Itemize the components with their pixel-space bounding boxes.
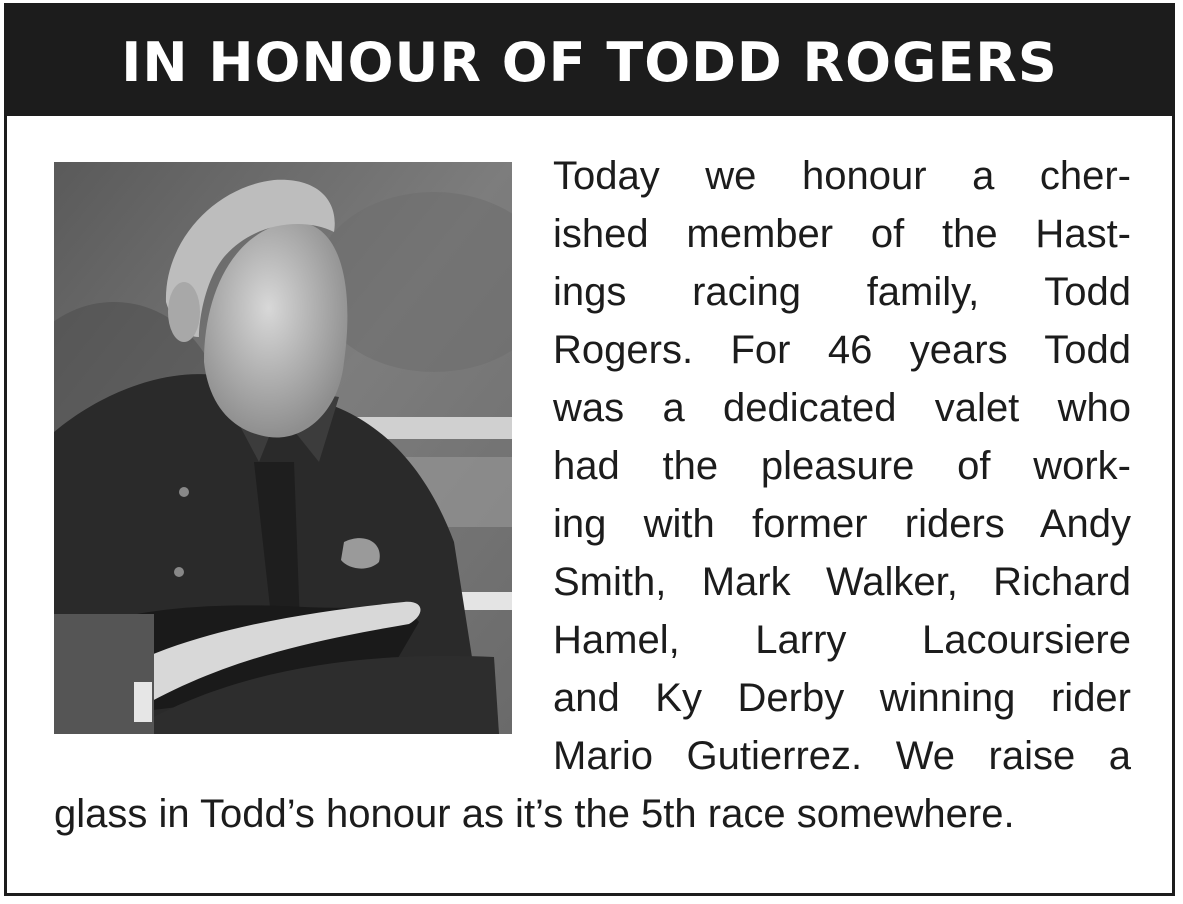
- portrait-illustration: [54, 162, 512, 734]
- article-line: and Ky Derby winning rider: [553, 676, 1131, 720]
- tribute-notice: [4, 3, 1175, 896]
- article-line: ings racing family, Todd: [553, 270, 1131, 314]
- article-line: was a dedicated valet who: [553, 386, 1131, 430]
- article-line: ing with former riders Andy: [553, 502, 1131, 546]
- article-closing-line: glass in Todd’s honour as it’s the 5th race somewhere.: [54, 792, 1015, 836]
- article-line: Hamel, Larry Lacoursiere: [553, 618, 1131, 662]
- article-line: ished member of the Hast-: [553, 212, 1131, 256]
- article-line: Mario Gutierrez. We raise a: [553, 734, 1131, 778]
- article-line: Rogers. For 46 years Todd: [553, 328, 1131, 372]
- article-line: Smith, Mark Walker, Richard: [553, 560, 1131, 604]
- article-line: had the pleasure of work-: [553, 444, 1131, 488]
- page-title: IN HONOUR OF TODD ROGERS: [121, 30, 1058, 94]
- title-banner: [7, 6, 1172, 116]
- article-line: Today we honour a cher-: [553, 154, 1131, 198]
- portrait-photo: [54, 162, 512, 734]
